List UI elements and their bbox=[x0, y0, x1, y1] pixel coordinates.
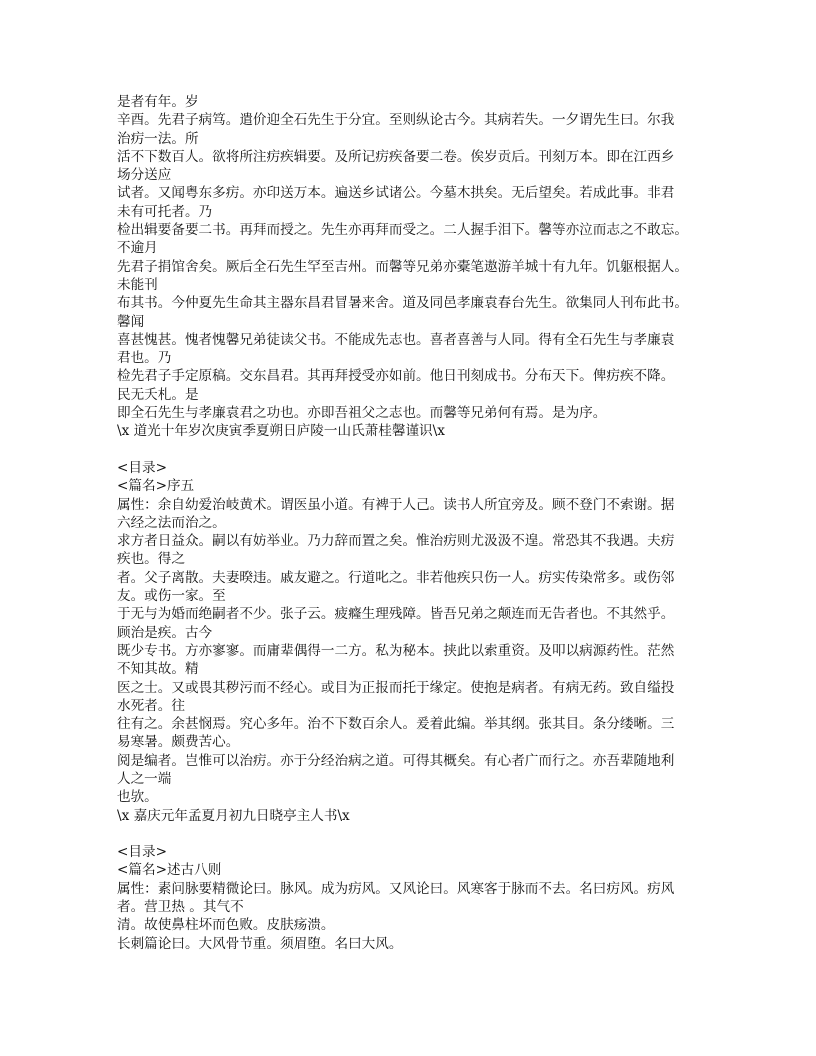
text-line: 者。父子离散。夫妻暌违。戚友避之。行道叱之。非若他疾只伤一人。疠实传染常多。或伤邻 bbox=[117, 569, 675, 586]
text-line: 属性：余自幼爱治岐黄术。谓医虽小道。有裨于人己。读书人所宜旁及。顾不登门不索谢。据 bbox=[117, 496, 675, 513]
text-line: 既少专书。方亦寥寥。而庸辈偶得一二方。私为秘本。挟此以索重资。及叩以病源药性。茫然 bbox=[117, 642, 675, 659]
text-line: 布其书。今仲夏先生命其主器东昌君冒暑来舍。道及同邑孝廉袁春台先生。欲集同人刊布此书。 bbox=[117, 295, 688, 312]
text-line: 检先君子手定原稿。交东昌君。其再拜授受亦如前。他日刊刻成书。分布天下。俾疠疾不降。 bbox=[117, 368, 675, 385]
text-line: 长刺篇论曰。大风骨节重。须眉堕。名曰大风。 bbox=[117, 935, 403, 952]
signature-line: \x 道光十年岁次庚寅季夏朔日庐陵一山氏萧桂馨谨识\x bbox=[117, 423, 445, 440]
eight-ancient-rules-section bbox=[117, 843, 717, 953]
toc-label: <目录> bbox=[117, 459, 167, 476]
text-line: 场分送应 bbox=[117, 167, 172, 184]
text-line: 未有可托者。乃 bbox=[117, 203, 213, 220]
text-line: 未能刊 bbox=[117, 276, 158, 293]
preface-five-section bbox=[117, 459, 717, 825]
text-line: 于无与为婚而绝嗣者不少。张子云。疲癃生理残障。皆吾兄弟之颠连而无告者也。不其然乎。 bbox=[117, 606, 675, 623]
text-line: 清。故使鼻柱坏而色败。皮肤疡溃。 bbox=[117, 917, 335, 934]
preface-continuation bbox=[117, 93, 717, 441]
text-line: 即全石先生与孝廉袁君之功也。亦即吾祖父之志也。而馨等兄弟何有焉。是为序。 bbox=[117, 405, 607, 422]
chapter-title: <篇名>序五 bbox=[117, 478, 195, 495]
text-line: 试者。又闻粤东多疠。亦印送万本。遍送乡试诸公。今墓木拱矣。无后望矣。若成此事。非君 bbox=[117, 185, 675, 202]
text-line: 君也。乃 bbox=[117, 350, 172, 367]
signature-line: \x 嘉庆元年孟夏月初九日晓亭主人书\x bbox=[117, 807, 350, 824]
text-line: 是者有年。岁 bbox=[117, 94, 199, 110]
text-line: 友。或伤一家。至 bbox=[117, 588, 226, 605]
spacer bbox=[117, 441, 717, 459]
text-line: 者。营卫热 。其气不 bbox=[117, 899, 244, 916]
text-line: 顾治是疾。古今 bbox=[117, 624, 213, 641]
text-line: 检出辑要备要二书。再拜而授之。先生亦再拜而受之。二人握手泪下。馨等亦泣而志之不敢忘。 bbox=[117, 222, 688, 239]
text-line: 辛酉。先君子病笃。遣价迎全石先生于分宜。至则纵论古今。其病若失。一夕谓先生曰。尔我 bbox=[117, 112, 675, 129]
text-line: 属性：素问脉要精微论曰。脉风。成为疠风。又风论曰。风寒客于脉而不去。名曰疠风。疠风 bbox=[117, 880, 675, 897]
text-line: 馨闻 bbox=[117, 313, 145, 330]
spacer bbox=[117, 825, 717, 843]
text-line: 也欤。 bbox=[117, 789, 158, 806]
text-line: 民无夭札。是 bbox=[117, 386, 199, 403]
text-line: 喜甚愧甚。愧者愧馨兄弟徒读父书。不能成先志也。喜者喜善与人同。得有全石先生与孝廉袁 bbox=[117, 331, 675, 348]
text-line: 求方者日益众。嗣以有妨举业。乃力辞而置之矣。惟治疠则尤汲汲不遑。常恐其不我遇。夫疠 bbox=[117, 533, 675, 550]
text-line: 不知其故。精 bbox=[117, 661, 199, 678]
text-line: 六经之法而治之。 bbox=[117, 514, 226, 531]
toc-label: <目录> bbox=[117, 844, 167, 861]
text-line: 人之一端 bbox=[117, 770, 172, 787]
text-line: 医之士。又或畏其秽污而不经心。或目为正报而托于缘定。使抱是病者。有病无药。致自缢投 bbox=[117, 679, 675, 696]
text-line: 不逾月 bbox=[117, 240, 158, 257]
text-line: 往有之。余甚悯焉。究心多年。治不下数百余人。爰着此编。举其纲。张其目。条分缕晰。三 bbox=[117, 716, 675, 733]
document-page bbox=[117, 93, 717, 953]
chapter-title: <篇名>述古八则 bbox=[117, 862, 222, 879]
text-line: 阅是编者。岂惟可以治疠。亦于分经治病之道。可得其概矣。有心者广而行之。亦吾辈随地利 bbox=[117, 752, 675, 769]
text-line: 活不下数百人。欲将所注疠疾辑要。及所记疠疾备要二卷。俟岁贡后。刊刻万本。即在江西乡 bbox=[117, 148, 675, 165]
text-line: 易寒暑。颇费苦心。 bbox=[117, 734, 240, 751]
text-line: 治疠一法。所 bbox=[117, 130, 199, 147]
text-line: 先君子捐馆舍矣。厥后全石先生罕至吉州。而馨等兄弟亦橐笔遨游羊城十有九年。饥躯根据人。 bbox=[117, 258, 688, 275]
text-line: 疾也。得之 bbox=[117, 551, 185, 568]
text-line: 水死者。往 bbox=[117, 697, 185, 714]
